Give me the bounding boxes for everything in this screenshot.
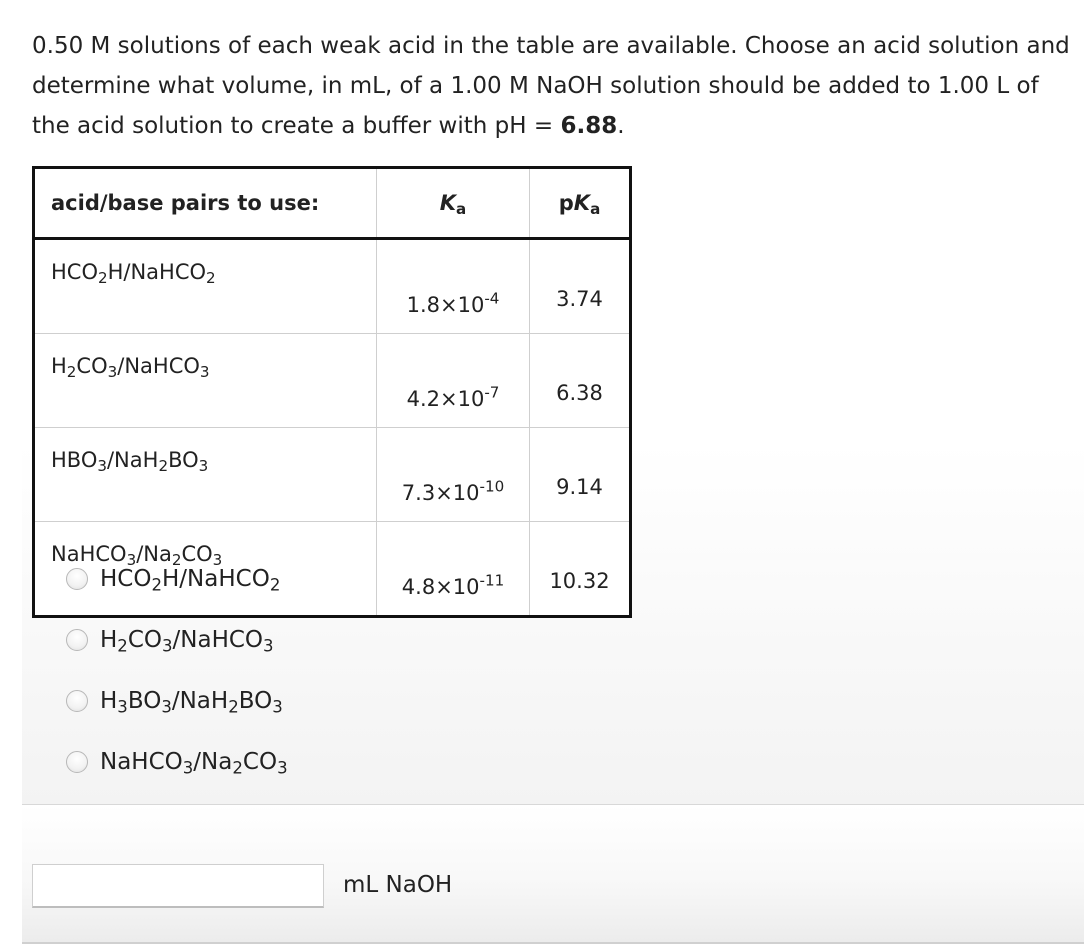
- option-nahco3-na2co3[interactable]: [66, 731, 288, 792]
- table-row: [34, 428, 631, 522]
- option-hco2h-nahco2[interactable]: [66, 548, 288, 609]
- naoh-volume-input[interactable]: [32, 864, 324, 908]
- ka-cell: $4.8\times 10^{-11}$: [377, 522, 530, 617]
- question-prefix: 0.50 M solutions of each weak acid in the table are available. Choose an acid solution and determine what volume, in mL, of a 1.00 M NaOH solution should be added to 1.00 L of the acid solution to create a buffer with pH =: [32, 33, 1070, 139]
- option-label: $H_2CO_3/NaHCO_3$: [100, 626, 274, 656]
- pair-cell: $HBO_3/NaH_2BO_3$: [34, 428, 377, 522]
- radio-button[interactable]: [66, 690, 88, 712]
- ph-target-value: 6.88: [560, 113, 618, 139]
- table-row: [34, 334, 631, 428]
- radio-button[interactable]: [66, 568, 88, 590]
- unit-label: mL NaOH: [343, 872, 453, 898]
- option-h3bo3-nah2bo3[interactable]: [66, 670, 288, 731]
- header-pair: acid/base pairs to use:: [34, 168, 377, 239]
- pka-cell: 3.74: [556, 287, 603, 311]
- answer-options: [66, 548, 288, 792]
- option-label: $H_3BO_3/NaH_2BO_3$: [100, 687, 283, 717]
- question-text: [32, 26, 1072, 146]
- pka-cell: 9.14: [530, 428, 631, 522]
- ka-cell: $4.2\times 10^{-7}$: [377, 334, 530, 428]
- pka-cell: 6.38: [530, 334, 631, 428]
- option-label: $NaHCO_3/Na_2CO_3$: [100, 748, 288, 778]
- question-suffix: .: [617, 113, 625, 139]
- pka-cell: 10.32: [530, 522, 631, 617]
- ka-cell: $7.3\times 10^{-10}$: [377, 428, 530, 522]
- header-pka: $pK_a$: [530, 168, 631, 239]
- option-label: $HCO_2H/NaHCO_2$: [100, 565, 281, 595]
- table-header-row: [34, 168, 631, 239]
- pair-cell: $NaHCO_3/Na_2CO_3$: [34, 522, 377, 617]
- header-ka: $K_a$: [377, 168, 530, 239]
- option-h2co3-nahco3[interactable]: [66, 609, 288, 670]
- table-row: [34, 239, 631, 334]
- radio-button[interactable]: [66, 751, 88, 773]
- radio-button[interactable]: [66, 629, 88, 651]
- ka-cell: $1.8\times 10^{-4}$: [377, 239, 530, 334]
- pair-cell: $H_2CO_3/NaHCO_3$: [34, 334, 377, 428]
- pair-cell: $HCO_2H/NaHCO_2$: [34, 239, 377, 334]
